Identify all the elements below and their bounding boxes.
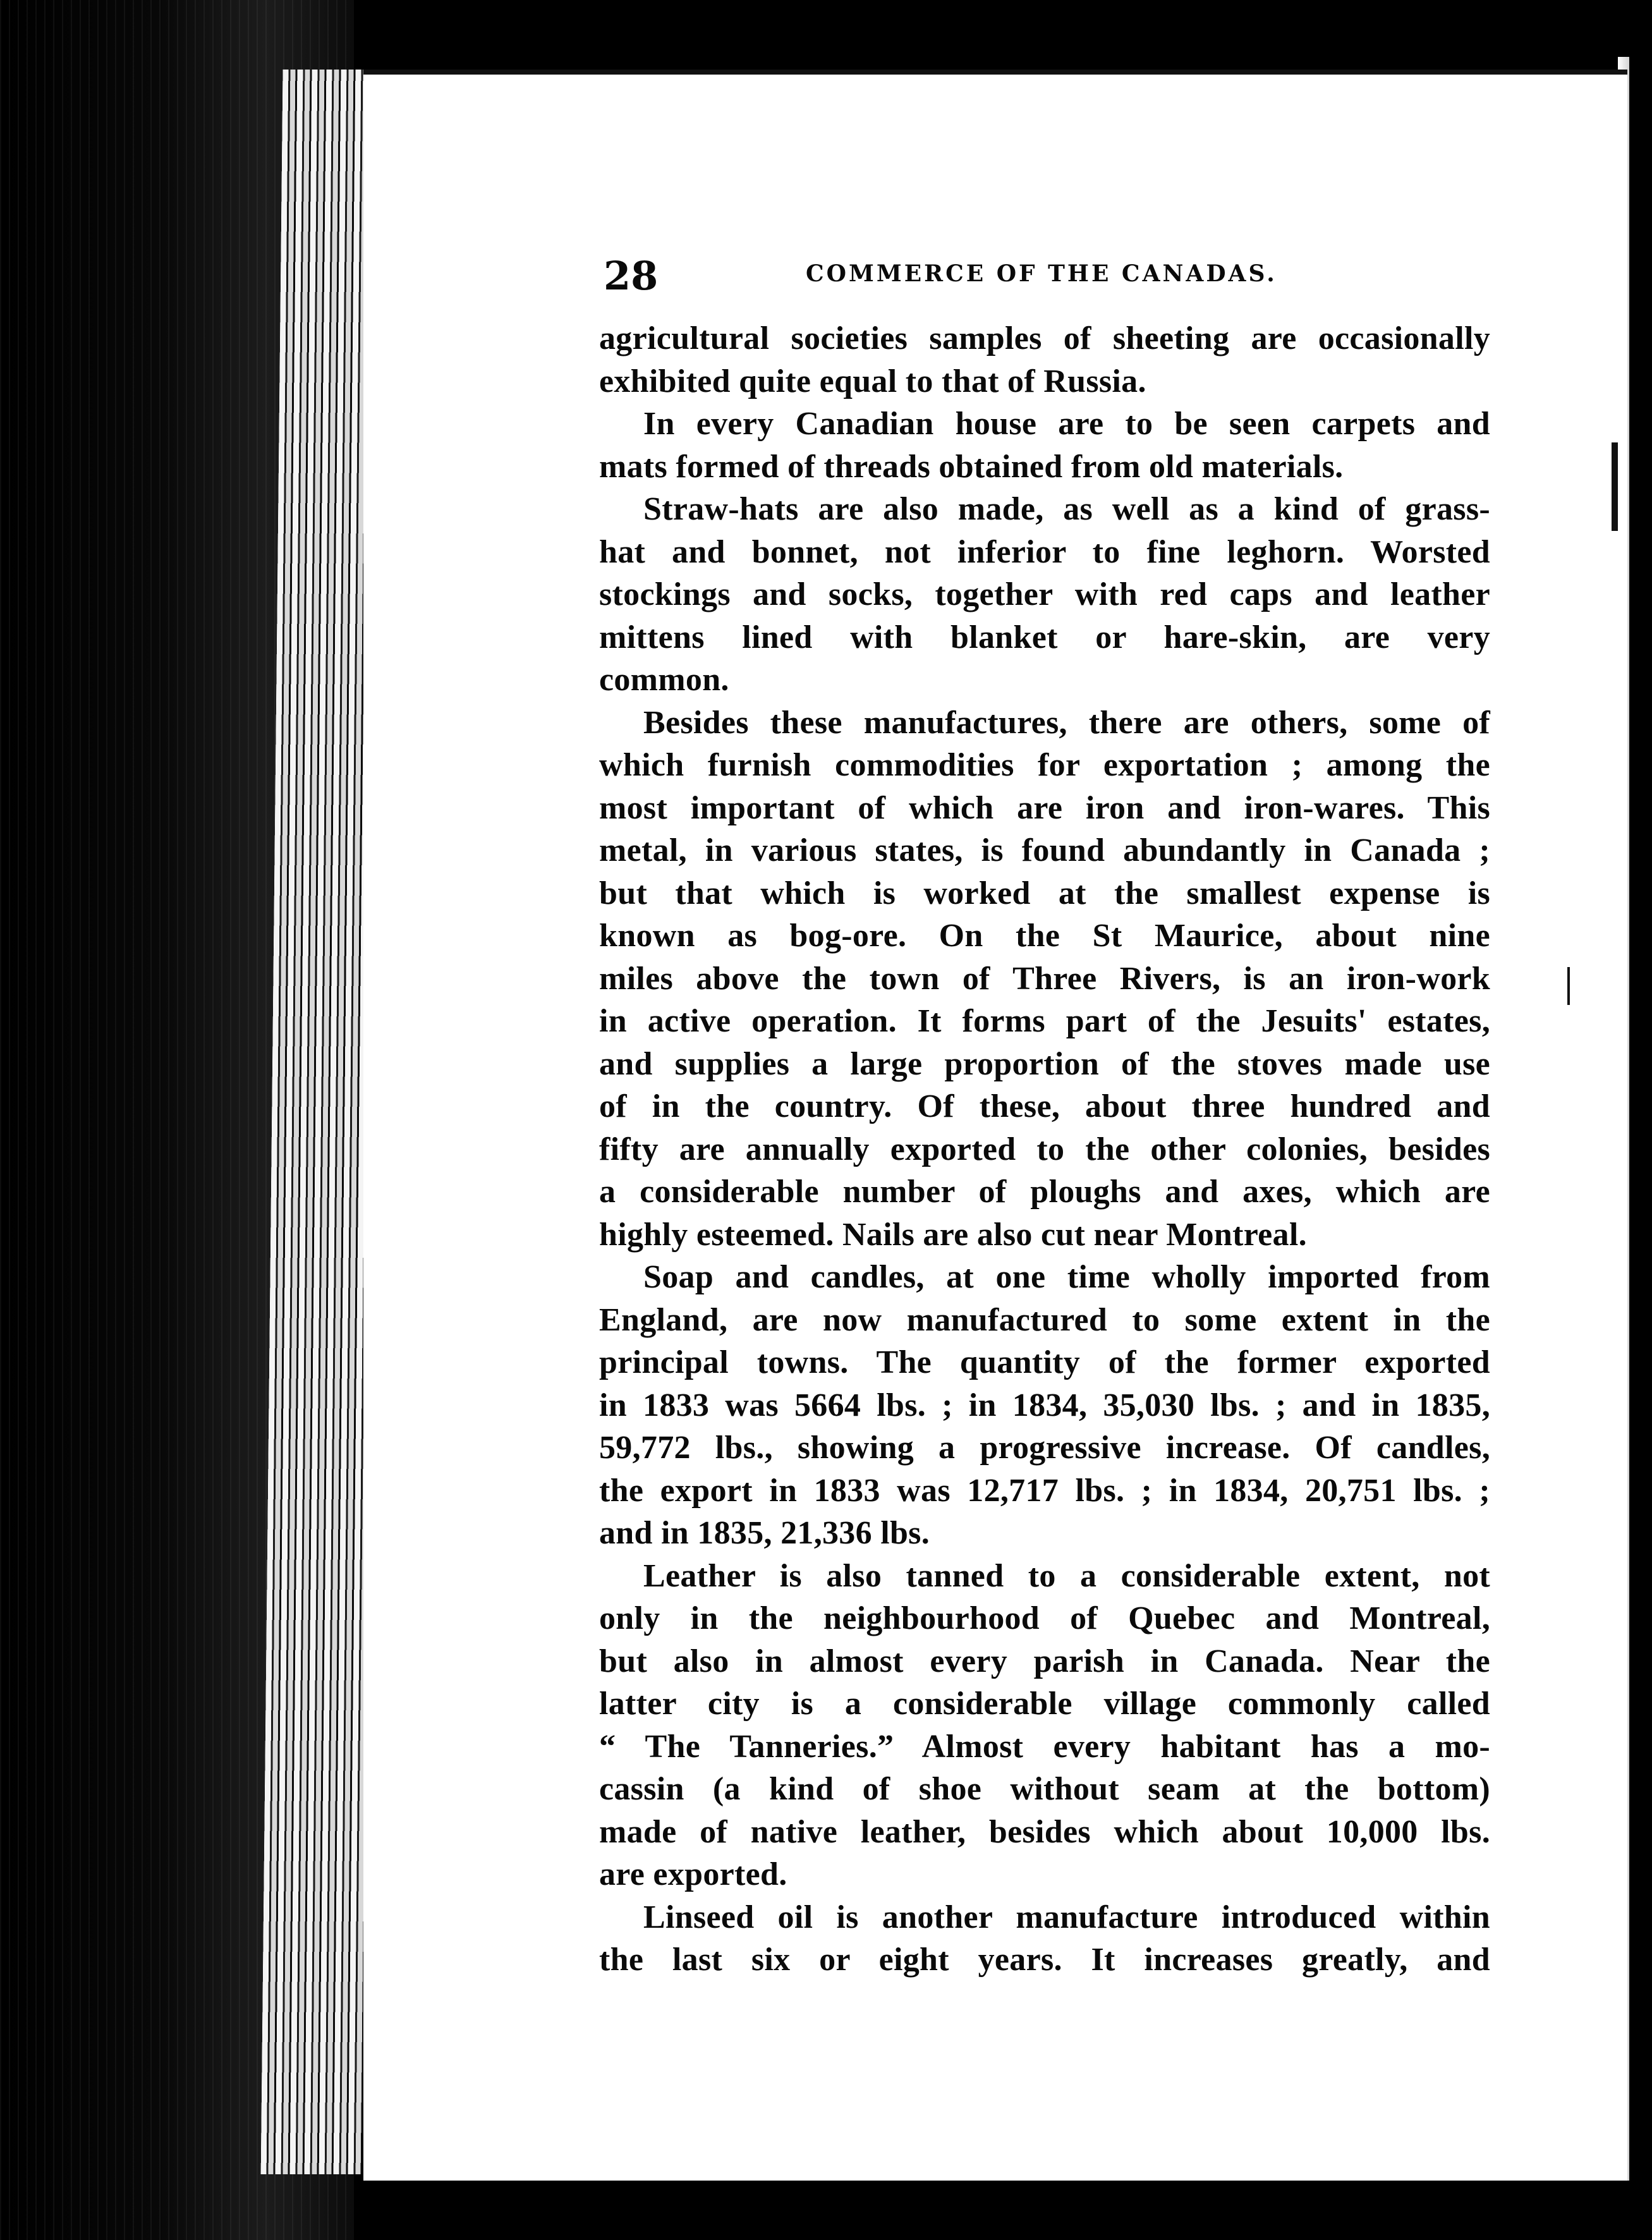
text-line: exhibited quite equal to that of Russia.: [599, 363, 1146, 399]
text-line: most important of which are iron and iron-wares. This: [599, 789, 1490, 826]
text-line: only in the neighbourhood of Quebec and Montreal,: [599, 1600, 1490, 1636]
text-line: Besides these manufactures, there are others, some of: [643, 704, 1490, 741]
page-number: 28: [604, 253, 659, 299]
text-line: Straw-hats are also made, as well as a kind of grass-: [643, 491, 1490, 527]
text-line: In every Canadian house are to be seen carpets and: [643, 406, 1490, 442]
text-line: of in the country. Of these, about three hundred and: [599, 1088, 1490, 1124]
text-line: but that which is worked at the smallest expense is: [599, 875, 1490, 911]
text-line: miles above the town of Three Rivers, is an iron-work: [599, 960, 1490, 997]
text-line: and in 1835, 21,336 lbs.: [599, 1515, 930, 1551]
text-line: made of native leather, besides which about 10,000 lbs.: [599, 1813, 1490, 1850]
text-line: Soap and candles, at one time wholly imported from: [643, 1259, 1490, 1295]
text-line: mats formed of threads obtained from old materials.: [599, 448, 1344, 485]
text-line: fifty are annually exported to the other colonies, besides: [599, 1131, 1490, 1167]
text-line: Leather is also tanned to a considerable extent, not: [643, 1557, 1490, 1594]
text-line: metal, in various states, is found abundantly in Canada ;: [599, 832, 1490, 868]
text-line: are exported.: [599, 1856, 787, 1892]
text-line: a considerable number of ploughs and axes, which are: [599, 1174, 1490, 1210]
running-title: COMMERCE OF THE CANADAS.: [806, 260, 1277, 287]
text-line: common.: [599, 662, 729, 698]
text-line: the export in 1833 was 12,717 lbs. ; in 1834, 20,751 lbs. ;: [599, 1472, 1490, 1509]
text-line: highly esteemed. Nails are also cut near Montreal.: [599, 1216, 1307, 1253]
text-line: “ The Tanneries.” Almost every habitant has a mo-: [599, 1728, 1490, 1765]
text-line: cassin (a kind of shoe without seam at the bottom): [599, 1771, 1490, 1807]
text-line: agricultural societies samples of sheeting are occasionally: [599, 320, 1490, 356]
text-line: but also in almost every parish in Canada. Near the: [599, 1643, 1490, 1679]
scan-border: [1629, 0, 1652, 2240]
text-line: and supplies a large proportion of the stoves made use: [599, 1045, 1490, 1082]
text-line: hat and bonnet, not inferior to fine leghorn. Worsted: [599, 533, 1490, 570]
scan-speck: [1567, 967, 1570, 1005]
text-line: which furnish commodities for exportation ; among the: [599, 747, 1490, 783]
scan-speck: [1612, 442, 1618, 531]
text-line: in 1833 was 5664 lbs. ; in 1834, 35,030 lbs. ; and in 1835,: [599, 1387, 1490, 1423]
text-line: latter city is a considerable village commonly called: [599, 1686, 1490, 1722]
text-line: in active operation. It forms part of the Jesuits' estates,: [599, 1003, 1490, 1039]
running-header: [604, 253, 1488, 303]
text-line: known as bog-ore. On the St Maurice, about nine: [599, 918, 1490, 954]
text-line: principal towns. The quantity of the former exported: [599, 1344, 1490, 1380]
text-line: 59,772 lbs., showing a progressive increase. Of candles,: [599, 1430, 1490, 1466]
text-line: mittens lined with blanket or hare-skin, are very: [599, 619, 1490, 655]
text-line: stockings and socks, together with red caps and leather: [599, 576, 1490, 612]
text-line: England, are now manufactured to some extent in the: [599, 1301, 1490, 1338]
text-line: the last six or eight years. It increases greatly, and: [599, 1942, 1490, 1978]
text-line: Linseed oil is another manufacture introduced within: [643, 1899, 1490, 1935]
body-text: [599, 317, 1490, 1981]
